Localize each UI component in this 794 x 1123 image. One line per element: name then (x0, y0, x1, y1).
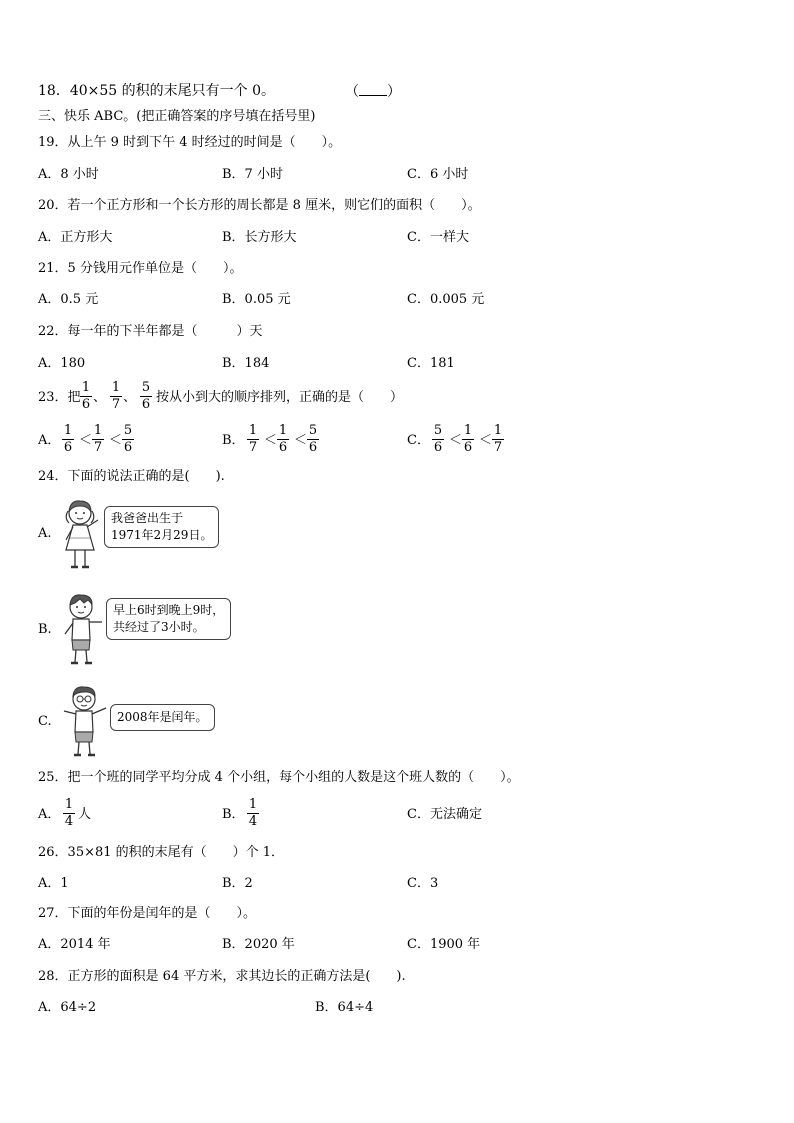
q24-option-c-label[interactable]: C. (38, 714, 52, 729)
option-label: C． (407, 433, 430, 448)
q22-text: 22．每一年的下半年都是（ ）天 (38, 324, 263, 339)
fraction-5-6: $\frac{5}{6}$ (141, 380, 151, 412)
q27-option-b[interactable]: B．2020 年 (222, 937, 295, 952)
q19-option-a[interactable]: A．8 小时 (38, 167, 99, 182)
less-than-sign: ＜ (479, 433, 493, 448)
less-than-sign: ＜ (294, 433, 308, 448)
q18-text: 18．40×55 的积的末尾只有一个 0。 (38, 83, 275, 99)
girl-illustration (60, 498, 104, 574)
bubble-a-line2: 1971年2月29日。 (111, 528, 213, 542)
q27-option-c[interactable]: C．1900 年 (407, 937, 481, 952)
unit: 人 (78, 807, 92, 822)
q22-option-c[interactable]: C．181 (407, 356, 455, 371)
fraction: $\frac{1}{6}$ (463, 423, 473, 455)
option-label: A． (38, 433, 61, 448)
q26-option-b[interactable]: B．2 (222, 876, 253, 891)
speech-bubble-b (106, 598, 231, 640)
q20-option-b[interactable]: B．长方形大 (222, 230, 297, 245)
q26-text: 26．35×81 的积的末尾有（ ）个 1． (38, 845, 285, 860)
boy-with-glasses-illustration (62, 684, 110, 760)
q20-option-a[interactable]: A．正方形大 (38, 230, 113, 245)
section-heading: 三、快乐 ABC。(把正确答案的序号填在括号里) (38, 109, 316, 124)
fraction: $\frac{1}{7}$ (248, 423, 258, 455)
q28-text: 28．正方形的面积是 64 平方米，求其边长的正确方法是( ). (38, 969, 406, 984)
q22-option-a[interactable]: A．180 (38, 356, 86, 371)
q20-text: 20．若一个正方形和一个长方形的周长都是 8 厘米，则它们的面积（ ）。 (38, 198, 481, 213)
fraction: $\frac{1}{7}$ (493, 423, 503, 455)
q27-option-a[interactable]: A．2014 年 (38, 937, 111, 952)
q18-answer-blank[interactable]: （ ） (345, 84, 401, 100)
q19-option-c[interactable]: C．6 小时 (407, 167, 469, 182)
fraction-1-7: $\frac{1}{7}$ (111, 380, 121, 412)
comma: 、 (93, 390, 107, 405)
q26-option-a[interactable]: A．1 (38, 876, 69, 891)
fraction-1-4: $\frac{1}{4}$ (64, 797, 74, 829)
option-label: B． (222, 433, 245, 448)
fraction-1-4: $\frac{1}{4}$ (248, 797, 258, 829)
q23-prefix: 23．把 (38, 390, 81, 405)
speech-bubble-a (104, 506, 219, 548)
q21-option-c[interactable]: C．0.005 元 (407, 292, 485, 307)
fraction: $\frac{1}{6}$ (63, 423, 73, 455)
q22-option-b[interactable]: B．184 (222, 356, 270, 371)
boy-illustration (62, 592, 106, 668)
less-than-sign: ＜ (109, 433, 123, 448)
q24-option-b-label[interactable]: B. (38, 622, 52, 637)
bubble-a-line1: 我爸爸出生于 (111, 511, 184, 525)
less-than-sign: ＜ (79, 433, 93, 448)
q20-option-c[interactable]: C．一样大 (407, 230, 469, 245)
bubble-c-line1: 2008年是闰年。 (117, 710, 208, 724)
q19-text: 19．从上午 9 时到下午 4 时经过的时间是（ ）。 (38, 135, 342, 150)
speech-bubble-c (110, 704, 215, 731)
q26-option-c[interactable]: C．3 (407, 876, 439, 891)
bubble-b-line1: 早上6时到晚上9时， (113, 603, 225, 617)
q28-option-b[interactable]: B．64÷4 (315, 1000, 374, 1015)
fraction: $\frac{5}{6}$ (308, 423, 318, 455)
q25-option-c[interactable]: C．无法确定 (407, 807, 482, 822)
fraction: $\frac{1}{7}$ (93, 423, 103, 455)
fraction: $\frac{1}{6}$ (278, 423, 288, 455)
comma: 、 (123, 390, 137, 405)
option-label: A． (38, 807, 61, 822)
q21-option-b[interactable]: B．0.05 元 (222, 292, 291, 307)
q27-text: 27．下面的年份是闰年的是（ ）。 (38, 906, 257, 921)
fraction: $\frac{5}{6}$ (123, 423, 133, 455)
less-than-sign: ＜ (264, 433, 278, 448)
option-label: B． (222, 807, 245, 822)
q24-option-a-label[interactable]: A. (38, 526, 52, 541)
q25-text: 25．把一个班的同学平均分成 4 个小组，每个小组的人数是这个班人数的（ ）。 (38, 770, 520, 785)
fraction-1-6: $\frac{1}{6}$ (81, 380, 91, 412)
q23-suffix: 按从小到大的顺序排列，正确的是（ ） (156, 390, 404, 405)
q21-option-a[interactable]: A．0.5 元 (38, 292, 99, 307)
less-than-sign: ＜ (449, 433, 463, 448)
q19-option-b[interactable]: B．7 小时 (222, 167, 283, 182)
bubble-b-line2: 共经过了3小时。 (113, 620, 205, 634)
q24-text: 24．下面的说法正确的是( ). (38, 469, 225, 484)
fraction: $\frac{5}{6}$ (433, 423, 443, 455)
q28-option-a[interactable]: A．64÷2 (38, 1000, 97, 1015)
q21-text: 21．5 分钱用元作单位是（ ）。 (38, 261, 243, 276)
